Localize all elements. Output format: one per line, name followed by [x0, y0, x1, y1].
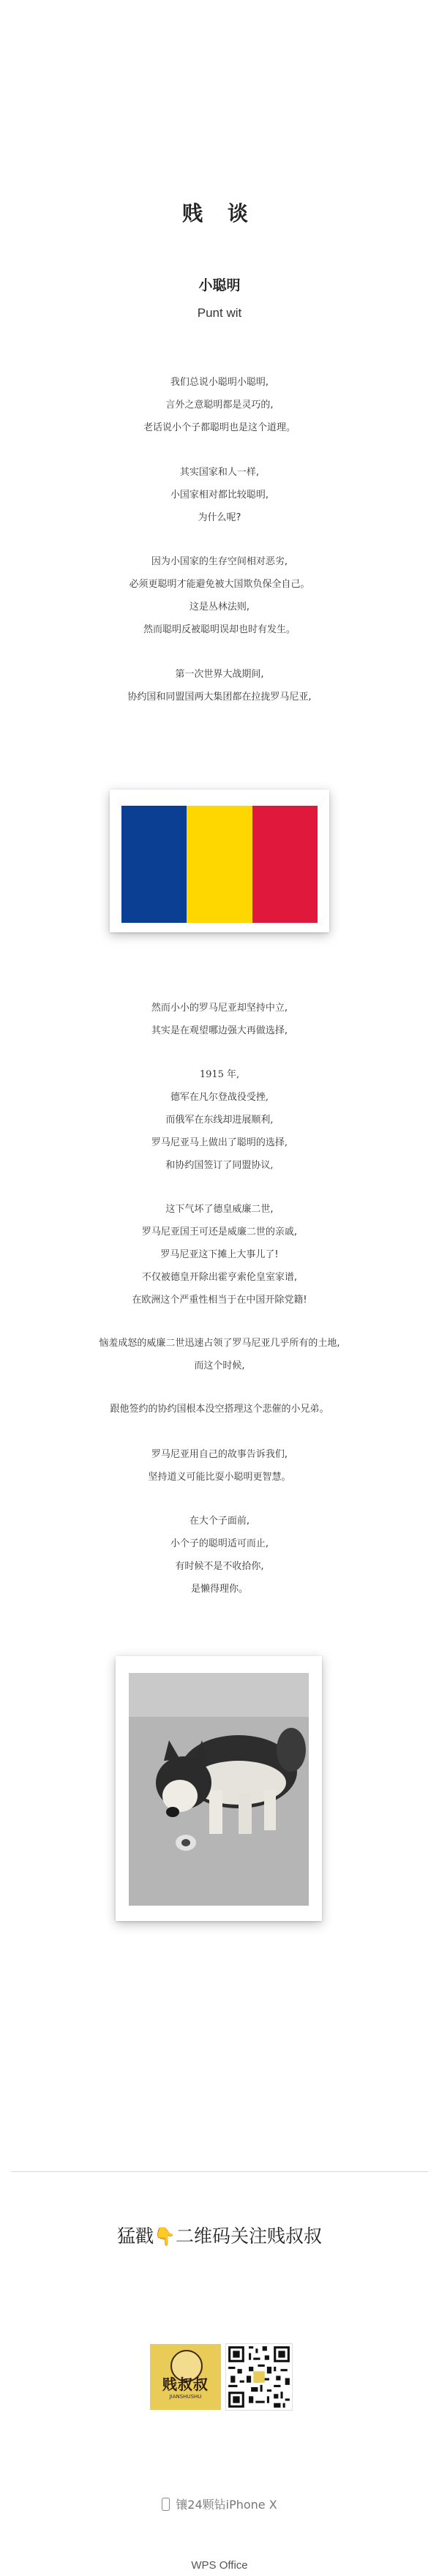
- paragraph-line: 罗马尼亚这下摊上大事儿了!: [160, 1249, 279, 1260]
- logo-text-en: JIANSHUSHU: [169, 2394, 202, 2400]
- paragraph-line: 跟他签约的协约国根本没空搭理这个悲催的小兄弟。: [110, 1404, 329, 1415]
- author-name-en: Punt wit: [197, 306, 242, 320]
- section-divider: [11, 2171, 428, 2172]
- paragraph-line: 这下气坏了德皇威廉二世,: [165, 1204, 274, 1215]
- office-caption: WPS Office: [191, 2559, 248, 2572]
- paragraph-line: 在欧洲这个严重性相当于在中国开除党籍!: [132, 1295, 307, 1306]
- paragraph-line: 1915 年,: [199, 1069, 240, 1080]
- paragraph-line: 这是丛林法则,: [189, 602, 250, 613]
- paragraph-line: 为什么呢?: [198, 512, 241, 523]
- paragraph-line: 小国家相对都比较聪明,: [170, 490, 269, 501]
- paragraph-2: [0, 461, 439, 529]
- follow-text-2: 二维码关注贱叔叔: [175, 2225, 322, 2247]
- paragraph-line: 协约国和同盟国两大集团都在拉拢罗马尼亚,: [127, 692, 312, 703]
- paragraph-6: [0, 1063, 439, 1177]
- paragraph-4: [0, 663, 439, 708]
- logo-text: 贱叔叔: [162, 2375, 209, 2393]
- paragraph-line: 坚持道义可能比耍小聪明更智慧。: [148, 1472, 291, 1483]
- paragraph-line: 是懒得理你。: [190, 1584, 248, 1595]
- paragraph-line: 罗马尼亚马上做出了聪明的选择,: [151, 1137, 288, 1148]
- brand-logo: [150, 2344, 221, 2410]
- device-caption: [0, 2496, 439, 2512]
- paragraph-11: [0, 1510, 439, 1600]
- paragraph-line: 我们总说小聪明小聪明,: [170, 377, 269, 388]
- paragraph-line: 而这个时候,: [194, 1360, 245, 1371]
- paragraph-line: 因为小国家的生存空间相对恶劣,: [151, 556, 288, 567]
- romania-flag-image: [121, 806, 318, 923]
- flag-stripe-blue: [121, 806, 187, 923]
- paragraph-line: 然而聪明反被聪明误却也时有发生。: [143, 624, 296, 635]
- paragraph-line: 罗马尼亚用自己的故事告诉我们,: [151, 1449, 288, 1460]
- paragraph-9: [0, 1398, 439, 1420]
- paragraph-line: 在大个子面前,: [189, 1516, 250, 1527]
- paragraph-line: 其实国家和人一样,: [179, 467, 260, 478]
- paragraph-line: 而俄军在东线却进展顺利,: [165, 1115, 274, 1126]
- paragraph-5: [0, 997, 439, 1042]
- paragraph-line: 然而小小的罗马尼亚却坚持中立,: [151, 1003, 288, 1014]
- paragraph-line: 罗马尼亚国王可还是威廉二世的亲戚,: [141, 1227, 298, 1238]
- flag-image-card: [110, 790, 329, 932]
- qr-code-image[interactable]: [225, 2343, 293, 2411]
- paragraph-1: [0, 371, 439, 439]
- husky-dog-illustration: [129, 1673, 309, 1906]
- flag-stripe-yellow: [187, 806, 252, 923]
- paragraph-line: 不仅被德皇开除出霍亨索伦皇室家谱,: [141, 1272, 298, 1283]
- paragraph-3: [0, 550, 439, 641]
- paragraph-line: 其实是在观望哪边强大再做选择,: [151, 1025, 288, 1036]
- pointing-down-icon: 👇: [154, 2226, 176, 2247]
- phone-icon: [162, 2498, 170, 2511]
- qr-code-block: [150, 2342, 293, 2411]
- paragraph-line: 和协约国签订了同盟协议,: [165, 1160, 274, 1171]
- paragraph-line: 恼羞成怒的威廉二世迅速占领了罗马尼亚几乎所有的土地,: [99, 1338, 340, 1349]
- article-title: 贱 谈: [182, 201, 257, 225]
- paragraph-10: [0, 1443, 439, 1489]
- paragraph-line: 言外之意聪明都是灵巧的,: [165, 400, 274, 411]
- paragraph-7: [0, 1198, 439, 1311]
- dog-photo-card: [116, 1656, 322, 1921]
- follow-text: 猛戳: [117, 2225, 154, 2247]
- paragraph-line: 有时候不是不收拾你,: [175, 1561, 264, 1572]
- paragraph-line: 小个子的聪明适可而止,: [170, 1538, 269, 1549]
- flag-stripe-red: [252, 806, 318, 923]
- device-text: 镶24颗钻iPhone X: [176, 2498, 277, 2512]
- husky-dog-photo: [129, 1673, 309, 1906]
- paragraph-line: 德军在凡尔登战役受挫,: [170, 1092, 269, 1103]
- follow-prompt: [0, 2222, 439, 2248]
- paragraph-8: [0, 1332, 439, 1377]
- paragraph-line: 老话说小个子都聪明也是这个道理。: [143, 422, 296, 433]
- paragraph-line: 必须更聪明才能避免被大国欺负保全自己。: [129, 579, 310, 590]
- paragraph-line: 第一次世界大战期间,: [175, 669, 264, 680]
- author-name: 小聪明: [198, 277, 241, 293]
